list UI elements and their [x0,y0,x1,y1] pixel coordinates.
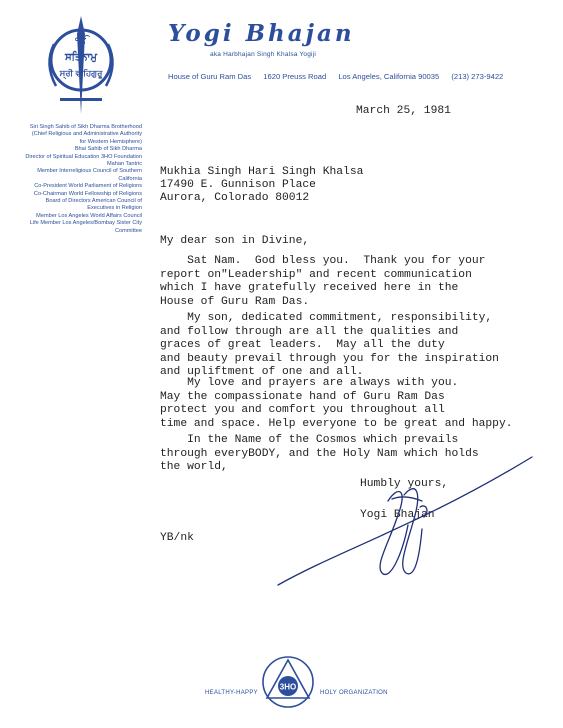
emblem-waheguru: ਸ੍ਰੀ ਵਾਹਿਗੁਰੂ [59,68,103,78]
recipient-name: Mukhia Singh Hari Singh Khalsa [160,166,364,178]
title-line: Life Member Los Angeles/Bombay Sister City [29,220,142,227]
emblem-satnam: ਸਤਿਨਾਮੁ [65,52,97,63]
footer-logo-text: 3HO [279,682,297,692]
address-house: House of Guru Ram Das [168,72,252,81]
title-line: for Western Hemisphere) [79,138,142,145]
recipient-street: 17490 E. Gunnison Place [160,179,316,191]
title-line: (Chief Religious and Administrative Authority [31,131,142,138]
address-phone: (213) 273-9422 [451,72,504,81]
footer-healthy-happy: HEALTHY-HAPPY [205,690,258,696]
emblem-onkar: ੴ [74,36,88,47]
footer-holy-organization: HOLY ORGANIZATION [320,690,388,696]
title-line: Co-President World Parliament of Religions [34,183,142,190]
letterhead-name: Yogi Bhajan [168,20,355,47]
title-line: Co-Chairman World Fellowship of Religions [33,190,142,197]
title-line: Director of Spiritual Education 3HO Foundation [25,153,142,160]
paragraph-4: In the Name of the Cosmos which prevails through everyBODY, and the Holy Nam which holds the world, [160,434,479,474]
title-line: Member Los Angeles World Affairs Council [36,212,142,219]
title-line: California [118,175,142,182]
title-line: Committee [114,227,142,234]
handwritten-signature [270,455,540,590]
address-street: 1620 Preuss Road [263,72,327,81]
recipient-city: Aurora, Colorado 80012 [160,192,310,204]
recipient-address [160,166,363,205]
letter-date: March 25, 1981 [356,105,451,117]
address-city: Los Angeles, California 90035 [338,72,440,81]
title-line: Board of Directors American Council of [45,198,142,205]
paragraph-1: Sat Nam. God bless you. Thank you for your report on"Leadership" and recent communication which I have gratefully received here in the House of Guru Ram Das. [160,255,486,308]
paragraph-3: My love and prayers are always with you. May the compassionate hand of Guru Ram Das protect you and comfort you throughout all time and space. Help everyone to be great and happy. [160,377,513,430]
letterhead-address [168,72,513,81]
title-line: Bhai Sahib of Sikh Dharma [74,146,142,153]
title-line: Mahan Tantric [106,161,142,168]
salutation: My dear son in Divine, [160,235,310,247]
typist-initials: YB/nk [160,532,194,544]
title-line: Siri Singh Sahib of Sikh Dharma Brotherhood [29,124,142,130]
letterhead-aka: aka Harbhajan Singh Khalsa Yogiji [210,51,316,58]
paragraph-2: My son, dedicated commitment, responsibility, and follow through are all the qualities and graces of great leaders. May all the duty and beauty prevail through you for the inspiration and upliftment of one and all. [160,312,499,379]
title-line: Member Interreligious Council of Southern [37,168,142,175]
closing: Humbly yours, [360,478,449,490]
sikh-emblem-icon [40,14,122,118]
titles-column [18,124,142,235]
title-line: Executives in Religion [87,205,142,212]
3ho-logo-icon [261,655,315,709]
signed-name: Yogi Bhajan [360,509,435,521]
